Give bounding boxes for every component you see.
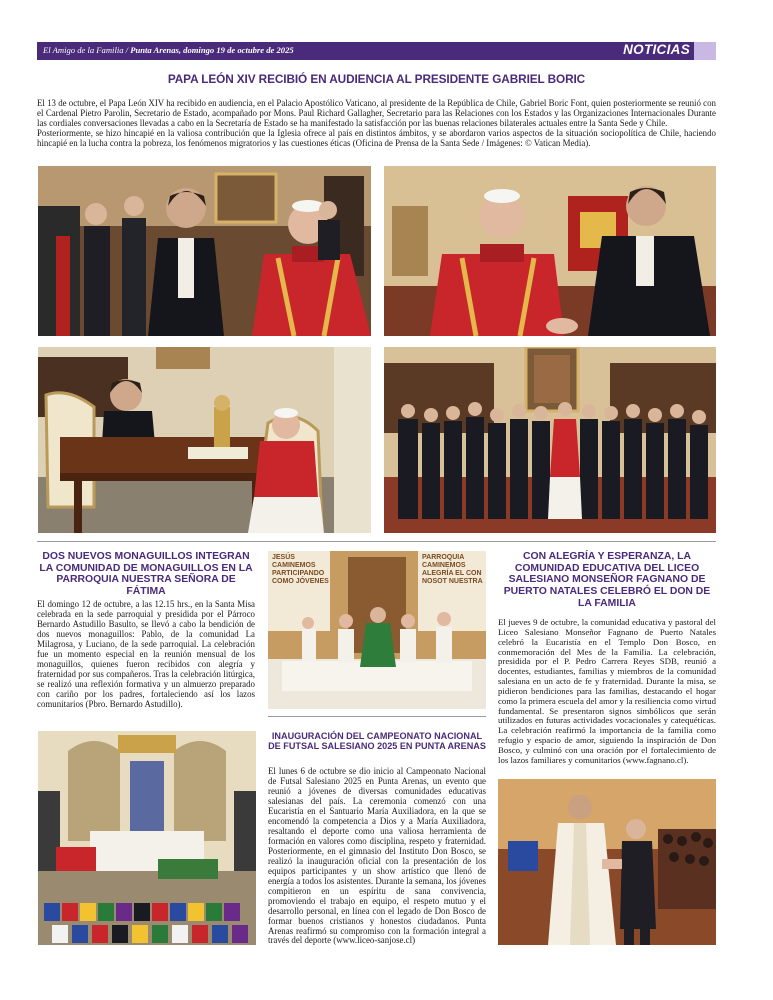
monaguillos-body: El domingo 12 de octubre, a las 12.15 hrs., en la Santa Misa celebrada en la sede parroquial y presidida por el Párroco Bernardo Astudillo Basulto, se llevó a cabo la bendición de dos nuevos monaguillos: Pablo, de la comunidad La Milagrosa, y Luciano, de la sede parroquial. La celebración fue un momento especial en la reunión mensual de los monaguillos, quienes fueron recibidos con alegría y fraternidad por sus compañeros. Tras la celebración litúrgica, se realizó una reflexión formativa y un almuerzo preparado con cariño por los padres, fortaleciendo así los lazos comunitarios (Pbro. Bernardo Astudillo). (37, 599, 255, 709)
photo-liceo-eucharist (498, 779, 716, 945)
main-article-paragraph-1: El 13 de octubre, el Papa León XIV ha recibido en audiencia, en el Palacio Apostólico Vaticano, al presidente de la República de Chile, Gabriel Boric Font, quien posteriormente se reunió con el Cardenal Pietro Parolin, Secretario de Estado, acompañado por Mons. Paul Richard Gallagher, Secretario para las Relaciones con los Estados y las Organizaciones Internacionales Durante las cordiales conversaciones llevadas a cabo en la Secretaría de Estado se ha manifestado la satisfacción por las buenas relaciones bilaterales actuales entre la Santa Sede y Chile. (37, 98, 716, 128)
page-header (37, 42, 716, 60)
photo-pope-boric-desk (38, 347, 371, 533)
futsal-divider (268, 716, 486, 717)
photo-futsal-sanctuary (38, 731, 256, 945)
futsal-body: El lunes 6 de octubre se dio inicio al Campeonato Nacional de Futsal Salesiano 2025 en Punta Arenas, un evento que reunió a jóvenes de diversas comunidades educativas salesianas del país. La ceremonia comenzó con una Eucaristía en el Santuario María Auxiliadora, en la que se encomendó la competencia a Dios y a María Auxiliadora, resaltando el deporte como una valiosa herramienta de formación en valores como disciplina, respeto y fraternidad. Posteriormente, en el gimnasio del Instituto Don Bosco, se realizó la inauguración oficial con la presentación de los equipos participantes y un show artístico que llenó de energía a todos los asistentes. Durante la semana, los jóvenes compitieron en un espíritu de sana convivencia, promoviendo el trabajo en equipo, el respeto mutuo y el desarrollo personal, en línea con el legado de Don Bosco de formar buenos cristianos y honestos ciudadanos. Punta Arenas reafirmó su compromiso con la formación integral a través del deporte (www.liceo-sanjose.cl) (268, 766, 486, 946)
photo-delegation-group (384, 347, 716, 533)
header-tab (694, 42, 716, 60)
banner-right-lettering: PARROQUIA CAMINEMOS ALEGRÍA EL CON NOSOT NUESTRA (422, 554, 483, 586)
photo-monaguillos-mass (268, 551, 486, 709)
header-publication-line: El Amigo de la Familia / Punta Arenas, domingo 19 de octubre de 2025 (43, 45, 294, 55)
banner-left-lettering: JESÚS CAMINEMOS PARTICIPANDO COMO JÓVENES (272, 554, 329, 586)
section-label: NOTICIAS (623, 42, 690, 57)
photo-pope-boric-handshake-1 (38, 166, 371, 336)
main-article-body (37, 99, 716, 149)
publication-name: El Amigo de la Familia (43, 45, 124, 55)
photo-pope-boric-handshake-2 (384, 166, 716, 336)
section-divider (37, 541, 716, 542)
liceo-title: CON ALEGRÍA Y ESPERANZA, LA COMUNIDAD EDUCATIVA DEL LICEO SALESIANO MONSEÑOR FAGNANO DE PUERTO NATALES CELEBRÓ EL DON DE LA FAMILIA (503, 551, 711, 609)
liceo-body: El jueves 9 de octubre, la comunidad educativa y pastoral del Liceo Salesiano Monseñor Fagnano de Puerto Natales celebró la Eucaristía en el Templo Don Bosco, en conmemoración del Mes de la Familia. La celebración, presidida por el P. Pedro Carrera Reyes SDB, reunió a docentes, estudiantes, familias y miembros de la comunidad salesiana en un acto de fe y fraternidad. Durante la misa, se pidieron bendiciones para las familias, destacando el hogar como la primera escuela del amor y la resiliencia como virtud fundamental. Se presentaron signos simbólicos que serán utilizados en futuras actividades vocacionales y catequéticas. La celebración reafirmó la importancia de la familia como refugio y espacio de amor, siguiendo la inspiración de Don Bosco, y culminó con una oración por el fortalecimiento de los lazos familiares y comunitarios (www.fagnano.cl). (498, 617, 716, 765)
futsal-title: INAUGURACIÓN DEL CAMPEONATO NACIONAL DE FUTSAL SALESIANO 2025 EN PUNTA ARENAS (268, 731, 486, 752)
main-article-title: PAPA LEÓN XIV RECIBIÓ EN AUDIENCIA AL PRESIDENTE GABRIEL BORIC (167, 72, 586, 86)
location-date: Punta Arenas, domingo 19 de octubre de 2025 (130, 45, 294, 55)
main-article-paragraph-2: Posteriormente, se hizo hincapié en la valiosa contribución que la Iglesia ofrece al país en distintos ámbitos, y se abordaron varios aspectos de la situación sociopolítica de Chile, haciendo hincapié en la lucha contra la pobreza, los fenómenos migratorios y las cuestiones éticas (Oficina de Prensa de la Santa Sede / Imágenes: © Vatican Media). (37, 127, 716, 148)
monaguillos-title: DOS NUEVOS MONAGUILLOS INTEGRAN LA COMUNIDAD DE MONAGUILLOS EN LA PARROQUIA NUESTRA SEÑORA DE FÁTIMA (39, 551, 253, 597)
